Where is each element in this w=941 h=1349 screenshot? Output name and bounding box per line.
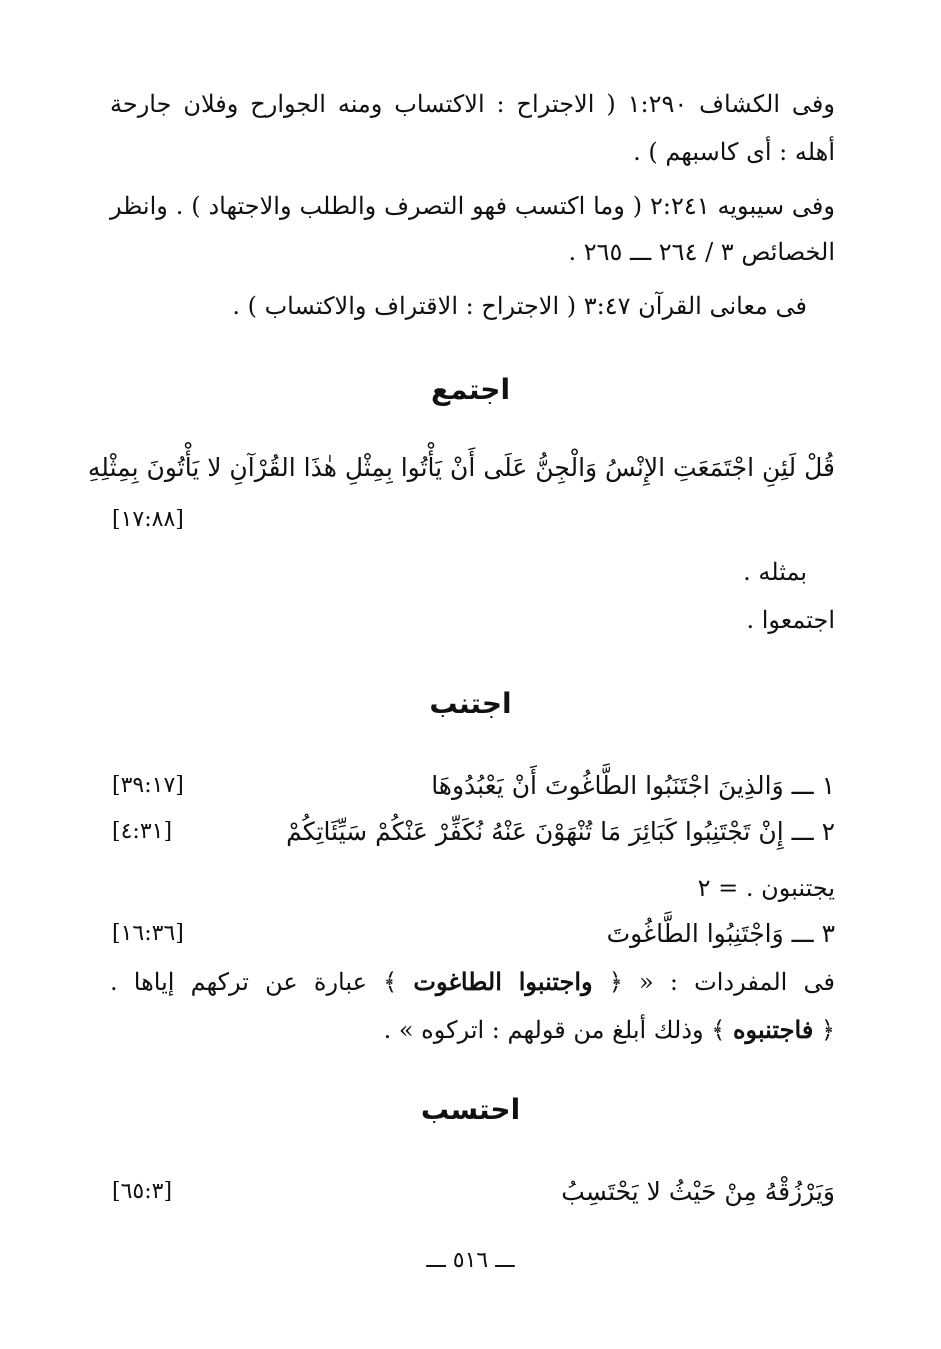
verse-reference-ihtasab: [٦٥:٣] [112, 1179, 173, 1204]
quran-verse-1: ١ ـــ وَالذِينَ اجْتَنَبُوا الطَّاغُوتَ أَنْ يَعْبُدُوهَا [431, 771, 835, 800]
quran-verse-2: ٢ ـــ إِنْ تَجْتَنِبُوا كَبَائِرَ مَا تُنْهَوْنَ عَنْهُ نُكَفِّرْ عَنْكُمْ سَيِّئَاتِكُمْ [286, 817, 835, 846]
page-number: ـــ ٥١٦ ـــ [426, 1248, 515, 1273]
section-heading-ijtanab: اجتنب [429, 687, 512, 720]
quran-verse-3: ٣ ـــ وَاجْتَنِبُوا الطَّاغُوتَ [606, 919, 835, 948]
verse-reference-2: [٤:٣١] [112, 819, 173, 844]
sibawayh-line-2: الخصائص ٣ / ٢٦٤ ـــ ٢٦٥ . [568, 238, 835, 266]
mufradat-line-1-pre: فى المفردات : « ﴿ [608, 968, 835, 996]
mufradat-line-1 [110, 966, 835, 998]
mufradat-line-2-pre: ﴿ [820, 1016, 835, 1044]
section-heading-ijtama: اجتمع [430, 373, 511, 406]
note-bimithlihi: بمثله . [743, 558, 807, 586]
count-note: يجتنبون . = ٢ [697, 874, 835, 902]
verse-reference-1: [٣٩:١٧] [112, 773, 184, 798]
note-ijtamau: اجتمعوا . [746, 606, 835, 634]
quran-verse: قُلْ لَئِنِ اجْتَمَعَتِ الإِنْسُ وَالْجِنُّ عَلَى أَنْ يَأْتُوا بِمِثْلِ هٰذَا القُرْآنِ لا يَأْتُونَ بِمِثْلِهِ [87, 453, 835, 482]
section-heading-ihtasab: احتسب [420, 1093, 521, 1126]
kashshaf-line-2: أهله : أى كاسبهم ) . [633, 138, 835, 166]
mufradat-line-2-post: ﴾ وذلك أبلغ من قولهم : اتركوه » . [383, 1016, 726, 1044]
verse-reference: [١٧:٨٨] [112, 507, 184, 532]
mufradat-line-1-post: ﴾ عبارة عن تركهم إياها . [110, 968, 398, 996]
sibawayh-line-1: وفى سيبويه ٢:٢٤١ ( وما اكتسب فهو التصرف والطلب والاجتهاد ) . وانظر [110, 192, 835, 220]
mufradat-line-2-quote: فاجتنبوه [732, 1015, 814, 1044]
maani-line: فى معانى القرآن ٣:٤٧ ( الاجتراح : الاقتراف والاكتساب ) . [232, 292, 807, 320]
kashshaf-line-1: وفى الكشاف ١:٢٩٠ ( الاجتراح : الاكتساب ومنه الجوارح وفلان جارحة [110, 90, 835, 118]
mufradat-line-2 [384, 1014, 835, 1046]
quran-verse-ihtasab: وَيَرْزُقْهُ مِنْ حَيْثُ لا يَحْتَسِبُ [561, 1177, 835, 1206]
verse-reference-3: [١٦:٣٦] [112, 921, 184, 946]
mufradat-line-1-quote: واجتنبوا الطاغوت [413, 967, 593, 996]
